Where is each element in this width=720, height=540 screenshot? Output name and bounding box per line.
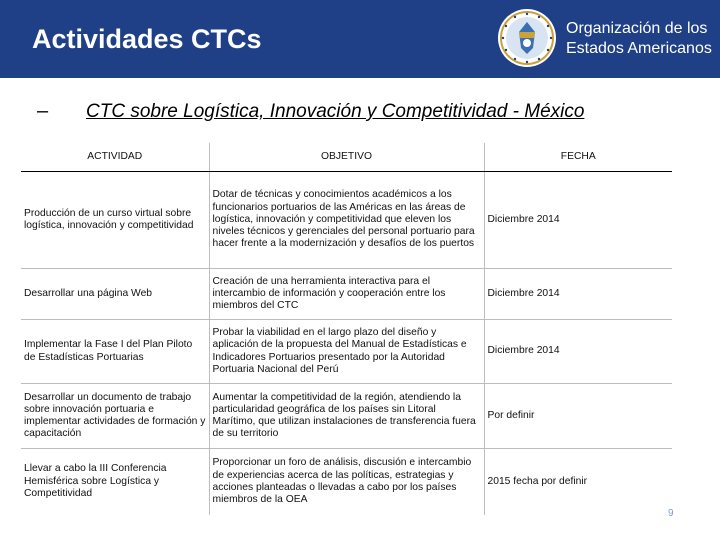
subtitle-dash: – <box>37 100 49 122</box>
oas-seal-icon <box>497 8 557 68</box>
row-actividad: Producción de un curso virtual sobre logística, innovación y competitividad <box>24 207 194 231</box>
subtitle: CTC sobre Logística, Innovación y Competitividad - México <box>86 101 585 122</box>
row-objetivo: Creación de una herramienta interactiva para el intercambio de información y cooperación entre los miembros del CTC <box>209 269 484 320</box>
header-actividad: ACTIVIDAD <box>21 143 209 172</box>
row-fecha: Diciembre 2014 <box>484 172 672 269</box>
row-actividad: Desarrollar un documento de trabajo sobre innovación portuaria e implementar actividades de formación y capacitación <box>21 384 209 449</box>
table-row <box>21 384 672 449</box>
table-row <box>21 172 672 269</box>
table-header-row <box>21 143 672 172</box>
org-name-line2: Estados Americanos <box>566 40 712 57</box>
row-objetivo: Proporcionar un foro de análisis, discusión e intercambio de experiencias acerca de las políticas, estrategias y acciones planteadas o llevadas a cabo por los países miembros de la OEA <box>209 449 484 515</box>
org-name-line1: Organización de los <box>566 20 708 37</box>
row-fecha: Diciembre 2014 <box>484 269 672 320</box>
table-row <box>21 269 672 320</box>
row-fecha: Por definir <box>484 384 672 449</box>
row-actividad: Llevar a cabo la III Conferencia Hemisférica sobre Logística y Competitividad <box>21 449 209 515</box>
slide-title: Actividades CTCs <box>32 24 262 54</box>
row-actividad: Implementar la Fase I del Plan Piloto de Estadísticas Portuarias <box>21 320 209 384</box>
header-fecha: FECHA <box>484 143 672 172</box>
page-number: 9 <box>668 508 674 519</box>
activities-table <box>21 143 672 515</box>
header-bar <box>0 0 720 78</box>
row-actividad: Desarrollar una página Web <box>21 269 209 320</box>
row-fecha: 2015 fecha por definir <box>484 449 672 515</box>
header-objetivo: OBJETIVO <box>209 143 484 172</box>
row-objetivo: Dotar de técnicas y conocimientos académicos a los funcionarios portuarios de las Américas en las áreas de logística, innovación y competitividad que eleven los niveles técnicos y gerenciales del personal portuario para hacer frente a la modernización y desafíos de los puertos <box>209 172 484 269</box>
row-fecha: Diciembre 2014 <box>484 320 672 384</box>
table-row <box>21 320 672 384</box>
row-objetivo: Aumentar la competitividad de la región, atendiendo la particularidad geográfica de los países sin Litoral Marítimo, que utilizan instalaciones de transferencia fuera de su territorio <box>209 384 484 449</box>
table-row <box>21 449 672 515</box>
row-objetivo: Probar la viabilidad en el largo plazo del diseño y aplicación de la propuesta del Manual de Estadísticas e Indicadores Portuarios presentado por la Autoridad Portuaria Nacional del Perú <box>209 320 484 384</box>
